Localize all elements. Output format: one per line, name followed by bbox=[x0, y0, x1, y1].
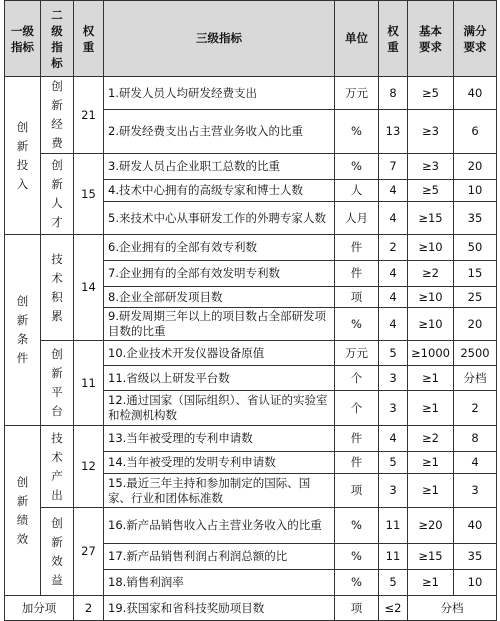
indicator-full: 10 bbox=[454, 180, 497, 202]
indicator-label: 15.最近三年主持和参加制定的国际、国家、行业和团体标准数 bbox=[104, 474, 335, 508]
indicator-label: 9.研发周期三年以上的项目数占全部研发项目数的比重 bbox=[104, 308, 335, 341]
indicator-label: 16.新产品销售收入占主营业务收入的比重 bbox=[104, 508, 335, 544]
indicator-unit: % bbox=[335, 508, 379, 544]
indicator-label: 17.新产品销售利润占利润总额的比 bbox=[104, 544, 335, 570]
indicator-full: 10 bbox=[454, 570, 497, 596]
indicator-weight: 3 bbox=[379, 391, 408, 426]
level2-funds-weight: 21 bbox=[74, 77, 104, 154]
level2-funds: 创 新 经 费 bbox=[41, 77, 74, 154]
indicator-weight: 11 bbox=[379, 508, 408, 544]
indicator-unit: 个 bbox=[335, 366, 379, 391]
indicator-basic: ≥3 bbox=[408, 154, 454, 180]
indicator-unit: 人月 bbox=[335, 202, 379, 235]
indicator-full: 20 bbox=[454, 308, 497, 341]
indicator-weight: 3 bbox=[379, 366, 408, 391]
indicator-weight: 3 bbox=[379, 474, 408, 508]
level2-platform-weight: 11 bbox=[74, 341, 104, 426]
indicator-full: 分档 bbox=[454, 366, 497, 391]
level2-tech: 技 术 积 累 bbox=[41, 235, 74, 341]
indicator-full: 50 bbox=[454, 235, 497, 261]
header-unit: 单位 bbox=[335, 1, 379, 77]
indicator-basic: ≥3 bbox=[408, 110, 454, 154]
level2-platform: 创 新 平 台 bbox=[41, 341, 74, 426]
indicator-weight: 4 bbox=[379, 287, 408, 308]
table-row bbox=[5, 508, 497, 544]
indicator-label: 14.当年被受理的发明专利申请数 bbox=[104, 452, 335, 474]
indicator-unit: 项 bbox=[335, 287, 379, 308]
indicator-unit: % bbox=[335, 544, 379, 570]
indicator-unit: 人 bbox=[335, 180, 379, 202]
indicator-full: 35 bbox=[454, 544, 497, 570]
indicator-unit: % bbox=[335, 570, 379, 596]
indicator-label: 11.省级以上研发平台数 bbox=[104, 366, 335, 391]
header-weight: 权 重 bbox=[74, 1, 104, 77]
level1-performance: 创 新 绩 效 bbox=[5, 426, 41, 596]
header-weight-3: 权 重 bbox=[379, 1, 408, 77]
indicator-unit: 个 bbox=[335, 391, 379, 426]
indicator-label: 7.企业拥有的全部有效发明专利数 bbox=[104, 261, 335, 287]
level2-benefit: 创 新 效 益 bbox=[41, 508, 74, 596]
level1-bonus: 加分项 bbox=[5, 596, 74, 621]
indicator-basic: ≥1 bbox=[408, 366, 454, 391]
header-row bbox=[5, 1, 497, 77]
indicator-unit: 件 bbox=[335, 426, 379, 452]
indicator-weight: 4 bbox=[379, 202, 408, 235]
indicator-basic: ≥15 bbox=[408, 202, 454, 235]
indicator-label: 6.企业拥有的全部有效专利数 bbox=[104, 235, 335, 261]
indicator-unit: 万元 bbox=[335, 77, 379, 110]
indicator-full: 2 bbox=[454, 391, 497, 426]
indicator-weight: 4 bbox=[379, 308, 408, 341]
header-level2: 二 级 指 标 bbox=[41, 1, 74, 77]
level2-output: 技 术 产 出 bbox=[41, 426, 74, 508]
indicator-unit: 项 bbox=[335, 474, 379, 508]
indicator-weight: 4 bbox=[379, 426, 408, 452]
indicator-basic: ≥1 bbox=[408, 452, 454, 474]
indicator-full: 3 bbox=[454, 474, 497, 508]
indicator-full: 分档 bbox=[408, 596, 497, 621]
indicator-weight: 8 bbox=[379, 77, 408, 110]
level2-output-weight: 12 bbox=[74, 426, 104, 508]
indicator-weight: 5 bbox=[379, 452, 408, 474]
indicator-full: 40 bbox=[454, 77, 497, 110]
indicator-basic: ≥2 bbox=[408, 426, 454, 452]
indicator-weight: 5 bbox=[379, 341, 408, 366]
level2-tech-weight: 14 bbox=[74, 235, 104, 341]
level1-condition: 创 新 条 件 bbox=[5, 235, 41, 426]
indicator-basic: ≥5 bbox=[408, 77, 454, 110]
indicator-full: 25 bbox=[454, 287, 497, 308]
indicator-unit: 件 bbox=[335, 452, 379, 474]
indicator-label: 5.来技术中心从事研发工作的外聘专家人数 bbox=[104, 202, 335, 235]
table-row bbox=[5, 77, 497, 110]
indicator-unit: 件 bbox=[335, 261, 379, 287]
indicator-basic: ≥20 bbox=[408, 508, 454, 544]
indicator-label: 13.当年被受理的专利申请数 bbox=[104, 426, 335, 452]
indicator-unit: 项 bbox=[335, 596, 379, 621]
indicator-unit: 万元 bbox=[335, 341, 379, 366]
indicator-unit: % bbox=[335, 308, 379, 341]
indicator-label: 18.销售利润率 bbox=[104, 570, 335, 596]
indicator-basic: ≥2 bbox=[408, 261, 454, 287]
indicator-weight: 4 bbox=[379, 180, 408, 202]
indicator-basic: ≥15 bbox=[408, 544, 454, 570]
indicator-basic: ≥1 bbox=[408, 391, 454, 426]
header-full-score: 满分 要求 bbox=[454, 1, 497, 77]
indicator-weight: 5 bbox=[379, 570, 408, 596]
indicator-weight: 7 bbox=[379, 154, 408, 180]
indicator-full: 20 bbox=[454, 154, 497, 180]
indicator-full: 8 bbox=[454, 426, 497, 452]
header-level1: 一级 指标 bbox=[5, 1, 41, 77]
indicator-weight: 13 bbox=[379, 110, 408, 154]
indicator-basic: ≥10 bbox=[408, 287, 454, 308]
table-row bbox=[5, 154, 497, 180]
indicator-basic: ≥10 bbox=[408, 235, 454, 261]
indicator-weight: ≤2 bbox=[379, 596, 408, 621]
table-row bbox=[5, 426, 497, 452]
indicator-weight: 4 bbox=[379, 261, 408, 287]
indicator-full: 35 bbox=[454, 202, 497, 235]
indicator-full: 6 bbox=[454, 110, 497, 154]
indicator-basic: ≥10 bbox=[408, 308, 454, 341]
indicator-basic: ≥5 bbox=[408, 180, 454, 202]
table-row bbox=[5, 341, 497, 366]
indicator-label: 4.技术中心拥有的高级专家和博士人数 bbox=[104, 180, 335, 202]
indicator-unit: % bbox=[335, 154, 379, 180]
indicator-label: 10.企业技术开发仪器设备原值 bbox=[104, 341, 335, 366]
level2-talent-weight: 15 bbox=[74, 154, 104, 235]
indicator-basic: ≥1 bbox=[408, 570, 454, 596]
table-row bbox=[5, 235, 497, 261]
indicator-weight: 11 bbox=[379, 544, 408, 570]
bonus-weight: 2 bbox=[74, 596, 104, 621]
indicator-full: 15 bbox=[454, 261, 497, 287]
indicator-label: 19.获国家和省科技奖励项目数 bbox=[104, 596, 335, 621]
indicator-unit: 件 bbox=[335, 235, 379, 261]
indicator-label: 12.通过国家（国际组织）、省认证的实验室和检测机构数 bbox=[104, 391, 335, 426]
level1-input: 创 新 投 入 bbox=[5, 77, 41, 235]
indicator-weight: 2 bbox=[379, 235, 408, 261]
indicator-label: 3.研发人员占企业职工总数的比重 bbox=[104, 154, 335, 180]
indicator-label: 2.研发经费支出占主营业务收入的比重 bbox=[104, 110, 335, 154]
indicator-full: 40 bbox=[454, 508, 497, 544]
level2-talent: 创 新 人 才 bbox=[41, 154, 74, 235]
indicator-full: 2500 bbox=[454, 341, 497, 366]
indicator-basic: ≥1000 bbox=[408, 341, 454, 366]
indicator-basic: ≥1 bbox=[408, 474, 454, 508]
header-level3: 三级指标 bbox=[104, 1, 335, 77]
header-basic-requirement: 基本 要求 bbox=[408, 1, 454, 77]
indicator-table bbox=[4, 0, 497, 621]
indicator-label: 8.企业全部研发项目数 bbox=[104, 287, 335, 308]
indicator-unit: % bbox=[335, 110, 379, 154]
indicator-label: 1.研发人员人均研发经费支出 bbox=[104, 77, 335, 110]
indicator-full: 4 bbox=[454, 452, 497, 474]
table-row-bonus bbox=[5, 596, 497, 621]
level2-benefit-weight: 27 bbox=[74, 508, 104, 596]
